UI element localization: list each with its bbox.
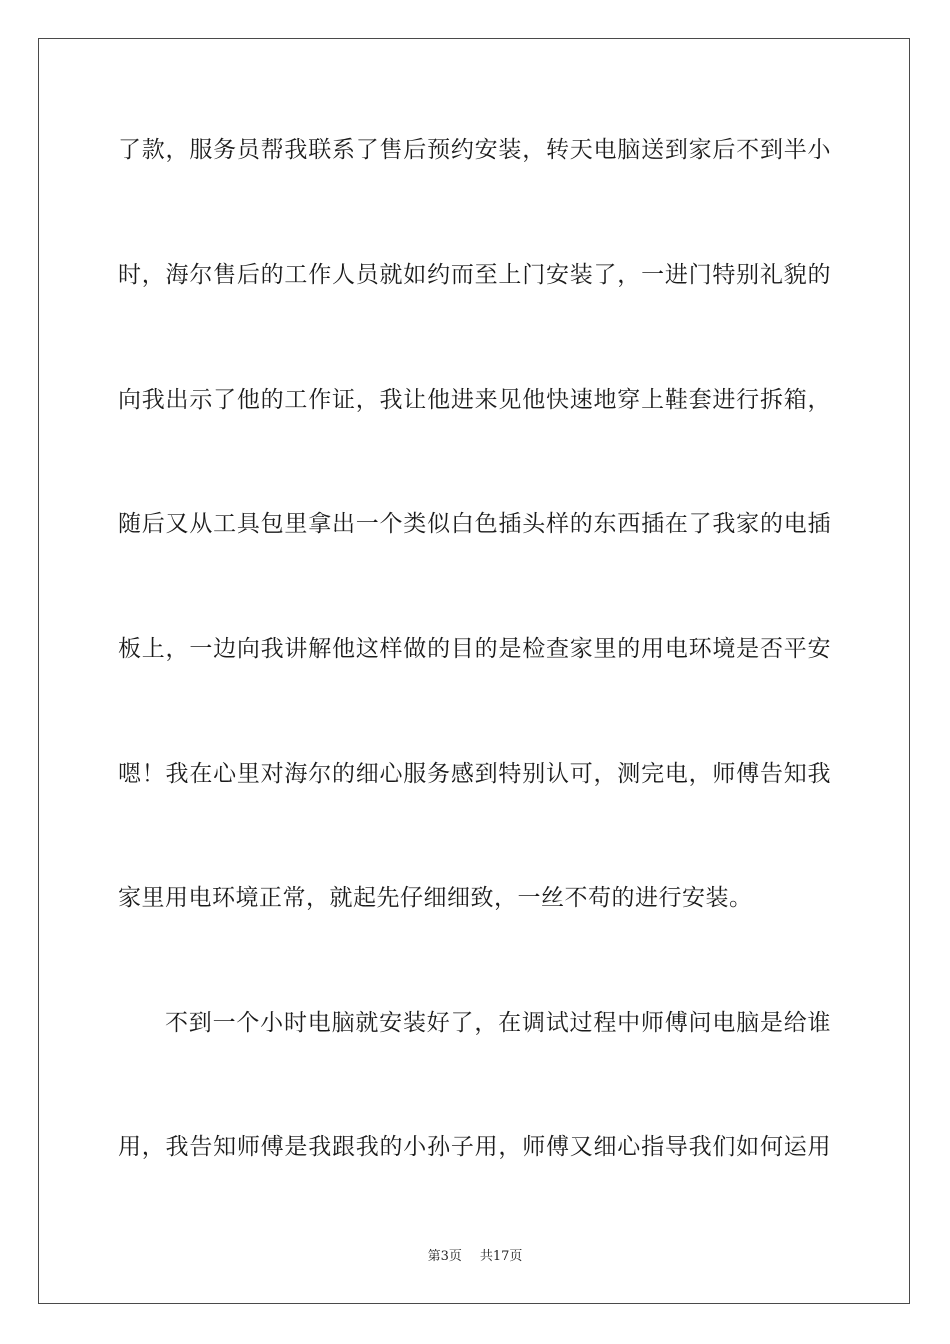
page-number: 第3页 [427,1249,462,1264]
body-text-line: 板上，一边向我讲解他这样做的目的是检查家里的用电环境是否平安 [118,636,831,662]
body-text-line: 随后又从工具包里拿出一个类似白色插头样的东西插在了我家的电插 [118,511,831,537]
page-border [38,38,910,1304]
page-footer [0,1248,950,1266]
body-text-line: 家里用电环境正常，就起先仔细细致，一丝不苟的进行安装。 [118,885,753,911]
body-text-line: 用，我告知师傅是我跟我的小孙子用，师傅又细心指导我们如何运用 [118,1134,831,1160]
body-text-line: 嗯！我在心里对海尔的细心服务感到特别认可，测完电，师傅告知我 [118,761,831,787]
body-text-line: 向我出示了他的工作证，我让他进来见他快速地穿上鞋套进行拆箱， [118,387,831,413]
body-text-line: 不到一个小时电脑就安装好了，在调试过程中师傅问电脑是给谁 [165,1010,831,1036]
body-text-line: 时，海尔售后的工作人员就如约而至上门安装了，一进门特别礼貌的 [118,262,831,288]
body-text-line: 了款，服务员帮我联系了售后预约安装，转天电脑送到家后不到半小 [118,137,831,163]
page-total: 共17页 [479,1249,523,1264]
